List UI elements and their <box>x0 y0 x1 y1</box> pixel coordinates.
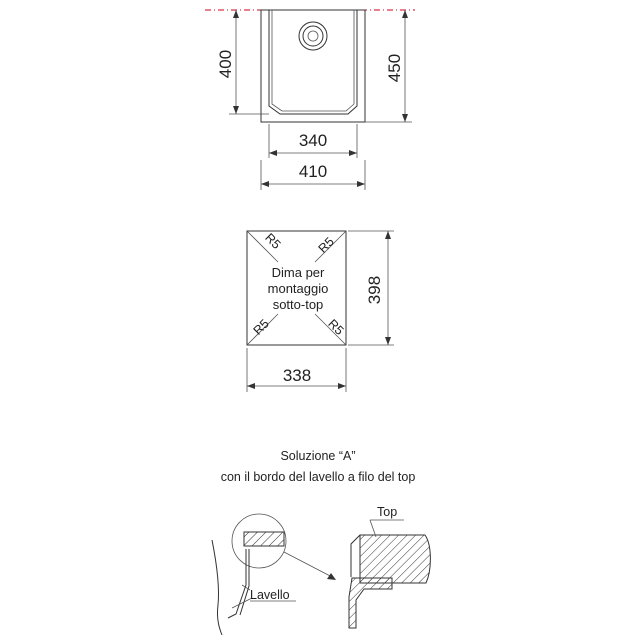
template-label-line3: sotto-top <box>272 297 324 312</box>
small-sink-wall <box>228 549 246 618</box>
template-label-line2: montaggio <box>267 281 329 296</box>
countertop-section <box>360 535 430 583</box>
detail-arrow-icon <box>327 573 336 580</box>
small-top-slab <box>244 532 284 546</box>
radius-label-tl: R5 <box>262 230 284 252</box>
dim-outer-height-text: 450 <box>385 53 404 83</box>
radius-label-bl: R5 <box>250 316 272 338</box>
sink-outer-rim <box>261 10 365 122</box>
radius-label-br: R5 <box>325 316 347 338</box>
template-label-line1: Dima per <box>271 265 325 280</box>
dim-template-width-text: 338 <box>282 366 312 385</box>
radius-label-tr: R5 <box>315 234 337 256</box>
dim-400 <box>229 10 269 114</box>
dim-outer-width-text: 410 <box>298 162 328 181</box>
drain-icon <box>299 22 327 50</box>
label-sink: Lavello <box>250 588 290 602</box>
dim-inner-width-text: 340 <box>298 131 328 150</box>
cabinet-break-line <box>212 540 222 635</box>
detail-leader-line <box>284 552 334 578</box>
dim-inner-height-text: 400 <box>216 49 235 79</box>
mounting-template <box>247 231 394 392</box>
section-detail <box>212 449 430 635</box>
enlarged-detail <box>349 505 430 628</box>
sink-top-view <box>205 10 415 190</box>
section-title-line1: Soluzione “A” <box>280 449 356 463</box>
small-sink-wall-inner <box>240 549 249 615</box>
top-leader-line <box>370 520 376 537</box>
sink-edge-section <box>349 578 392 628</box>
section-title-line2: con il bordo del lavello a filo del top <box>220 470 416 484</box>
dim-template-height-text: 398 <box>365 275 384 305</box>
sink-leader-line <box>232 598 252 608</box>
sink-bowl-edge <box>272 10 354 111</box>
countertop-edge <box>351 535 360 577</box>
label-top: Top <box>377 505 398 519</box>
overview-sketch <box>212 514 336 635</box>
